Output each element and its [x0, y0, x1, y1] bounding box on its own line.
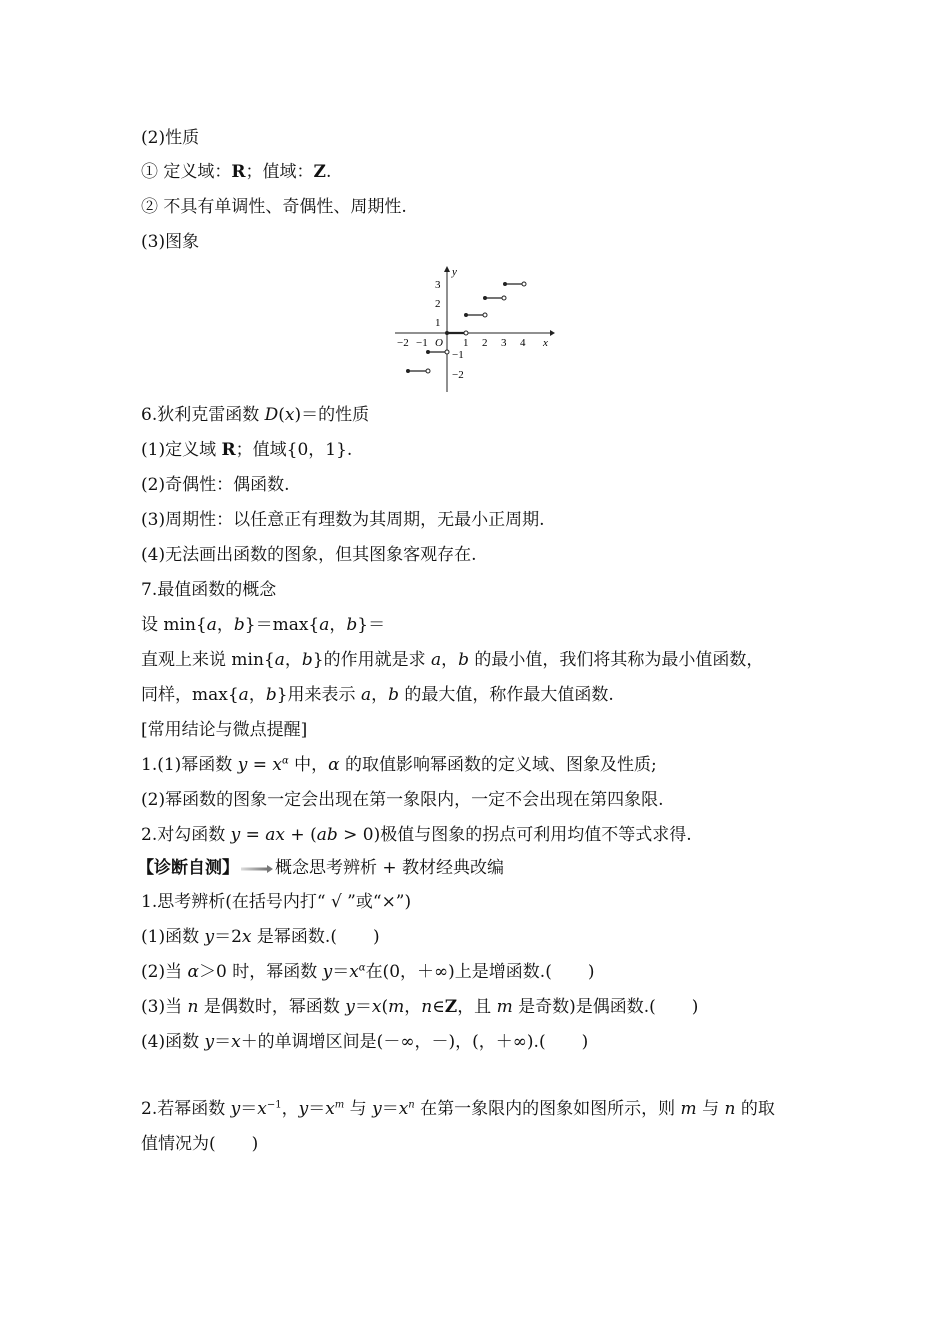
closed-dot	[483, 296, 487, 300]
text: )	[581, 1032, 589, 1052]
text: (3)周期性：以任意正有理数为其周期，无最小正周期.	[141, 510, 545, 530]
question-2	[141, 1098, 775, 1120]
var: x	[241, 927, 252, 947]
closed-dot	[445, 331, 449, 335]
text: )	[587, 962, 595, 982]
open-dot	[464, 331, 468, 335]
x-axis-arrow	[550, 330, 555, 336]
text: 在第一象限内的图象如图所示，则	[414, 1099, 681, 1119]
text: ；值域：	[245, 162, 314, 182]
text: 的取	[735, 1099, 775, 1119]
text: ＝	[308, 1099, 326, 1119]
text: 的最小值，我们将其称为最小值函数，	[469, 650, 764, 670]
text: ＝	[332, 962, 350, 982]
y-axis-arrow	[444, 266, 450, 272]
var: y	[230, 1099, 241, 1119]
text: 6.狄利克雷函数	[141, 405, 265, 425]
var: y	[204, 1032, 215, 1052]
tip-power-function	[141, 754, 657, 776]
dirichlet-domain	[141, 439, 352, 461]
text: ，	[216, 615, 234, 635]
x-tick-label: −1	[416, 337, 428, 349]
closed-dot	[406, 369, 410, 373]
text: 的取值影响幂函数的定义域、图象及性质;	[339, 755, 657, 775]
text: 是幂函数.(	[251, 927, 337, 947]
var: x	[398, 1099, 409, 1119]
dirichlet-period	[141, 509, 544, 531]
question-2-continued	[141, 1133, 258, 1155]
open-dot	[483, 313, 487, 317]
y-tick-label: −2	[452, 369, 464, 381]
text: .	[325, 162, 332, 182]
closed-dot	[464, 313, 468, 317]
text: (2)幂函数的图象一定会出现在第一象限内，一定不会出现在第四象限.	[141, 790, 664, 810]
text: (1)定义域	[141, 440, 222, 460]
text: 2.对勾函数	[141, 825, 231, 845]
section-7-title	[141, 579, 276, 601]
text: (2)性质	[141, 128, 200, 148]
text: ，且	[457, 997, 497, 1017]
set-Z: Z	[444, 997, 458, 1017]
var: x	[272, 755, 282, 775]
text: 1.思考辨析(在括号内打“ √ ”或“×”)	[141, 892, 412, 912]
text: (3)图象	[141, 232, 200, 252]
text: )	[251, 1134, 259, 1154]
var: b	[388, 685, 399, 705]
text: 同样，max{	[141, 685, 239, 705]
var: a	[360, 685, 372, 705]
var: b	[458, 650, 470, 670]
text: ＝	[354, 997, 372, 1017]
text: ，	[404, 997, 422, 1017]
dirichlet-graph-note	[141, 544, 476, 566]
y-tick-label: 1	[435, 317, 441, 329]
var: x	[231, 1032, 241, 1052]
text: )＝的性质	[294, 405, 370, 425]
text: 与	[696, 1099, 725, 1119]
properties-heading	[141, 127, 199, 149]
var: x	[325, 1099, 335, 1119]
question-1-4	[141, 1031, 588, 1053]
question-1-2	[141, 961, 594, 983]
x-axis-label: x	[543, 337, 548, 349]
var: a	[206, 615, 217, 635]
text: }＝	[357, 615, 386, 635]
section-6-title	[141, 404, 369, 426]
text: (2)奇偶性：偶函数.	[141, 475, 290, 495]
y-axis-label: y	[452, 266, 457, 278]
min-function-explanation	[141, 649, 763, 671]
var: α	[328, 755, 340, 775]
diagnosis-banner	[137, 857, 504, 879]
question-1-1	[141, 926, 380, 948]
var: x	[257, 1099, 267, 1119]
var: m	[496, 997, 513, 1017]
question-1-3	[141, 996, 698, 1018]
var: b	[265, 685, 277, 705]
text: 2.若幂函数	[141, 1099, 231, 1119]
text: 7.最值函数的概念	[141, 580, 277, 600]
min-max-definition	[141, 614, 385, 636]
var: D	[264, 405, 279, 425]
text: ＞0 时，幂函数	[198, 962, 323, 982]
var: y	[298, 1099, 309, 1119]
closed-dot	[503, 282, 507, 286]
open-dot	[426, 369, 430, 373]
closed-dot	[426, 350, 430, 354]
text: }＝max{	[244, 615, 320, 635]
var: a	[431, 650, 442, 670]
set-R: R	[231, 162, 246, 182]
question-1-title	[141, 891, 411, 913]
text: 直观上来说 min{	[141, 650, 275, 670]
text: (1)函数	[141, 927, 205, 947]
var: b	[301, 650, 313, 670]
banner-subtitle: 概念思考辨析 + 教材经典改编	[275, 858, 505, 878]
floor-function-graph	[395, 264, 555, 394]
var: n	[187, 997, 199, 1017]
open-dot	[502, 296, 506, 300]
x-tick-label: 4	[520, 337, 526, 349]
y-tick-label: 2	[435, 298, 441, 310]
var: y	[372, 1099, 382, 1119]
set-R: R	[221, 440, 236, 460]
tips-heading	[141, 719, 307, 741]
x-tick-label: −2	[397, 337, 409, 349]
var: α	[187, 962, 199, 982]
text: )	[372, 927, 380, 947]
exponent: m	[334, 1099, 345, 1111]
arrow-icon	[241, 865, 273, 873]
var: b	[233, 615, 245, 635]
text: ① 定义域：	[141, 162, 232, 182]
var: m	[680, 1099, 697, 1119]
text: (	[278, 405, 285, 425]
var: y	[230, 825, 241, 845]
x-tick-label: 3	[501, 337, 507, 349]
var: x	[284, 405, 295, 425]
var: ab	[316, 825, 338, 845]
text: ＋的单调增区间是(－∞，－)，(，＋∞).(	[240, 1032, 546, 1052]
text: 是奇数)是偶函数.(	[512, 997, 656, 1017]
open-dot	[445, 350, 449, 354]
banner-label: 【诊断自测】	[137, 858, 239, 878]
var: n	[421, 997, 433, 1017]
exponent: α	[358, 962, 366, 974]
var: ax	[265, 825, 286, 845]
var: a	[238, 685, 249, 705]
text: ，	[284, 650, 302, 670]
text: ；值域{0，1}.	[235, 440, 353, 460]
text: }用来表示	[276, 685, 361, 705]
text: ＝	[381, 1099, 399, 1119]
max-function-explanation	[141, 684, 614, 706]
origin-label: O	[435, 337, 443, 349]
dirichlet-parity	[141, 474, 289, 496]
text: ∈	[432, 997, 445, 1017]
var: a	[319, 615, 330, 635]
x-tick-label: 2	[482, 337, 488, 349]
graph-heading	[141, 231, 199, 253]
text: (	[381, 997, 389, 1017]
var: y	[237, 755, 248, 775]
text: )	[691, 997, 699, 1017]
text: 是偶数时，幂函数	[198, 997, 346, 1017]
text: ，	[371, 685, 389, 705]
var: y	[345, 997, 355, 1017]
text: 的最大值，称作最大值函数.	[398, 685, 614, 705]
exponent: n	[408, 1099, 415, 1111]
text: ② 不具有单调性、奇偶性、周期性.	[141, 197, 407, 217]
x-tick-label: 1	[463, 337, 469, 349]
y-tick-label: −1	[452, 349, 464, 361]
text: }的作用就是求	[312, 650, 431, 670]
text: ＝2	[214, 927, 242, 947]
var: b	[346, 615, 358, 635]
exponent: α	[281, 755, 289, 767]
text: ＝	[214, 1032, 232, 1052]
text: [常用结论与微点提醒]	[141, 720, 308, 740]
var: y	[322, 962, 333, 982]
var: n	[724, 1099, 736, 1119]
text: 在(0，＋∞)上是增函数.(	[365, 962, 552, 982]
tip-hook-function	[141, 824, 692, 846]
y-tick-label: 3	[435, 279, 441, 291]
var: x	[349, 962, 359, 982]
text: ＝	[240, 1099, 258, 1119]
property-no-monotonicity	[141, 196, 407, 218]
property-domain-range	[141, 161, 331, 183]
set-Z: Z	[313, 162, 326, 182]
open-dot	[522, 282, 526, 286]
exponent: −1	[266, 1099, 282, 1111]
text: (4)无法画出函数的图象，但其图象客观存在.	[141, 545, 477, 565]
text: + (	[285, 825, 317, 845]
text: > 0)极值与图象的拐点可利用均值不等式求得.	[337, 825, 692, 845]
text: 与	[344, 1099, 373, 1119]
text: 值情况为(	[141, 1134, 216, 1154]
text: 设 min{	[141, 615, 207, 635]
text: ，	[281, 1099, 299, 1119]
text: 中，	[288, 755, 329, 775]
text: 1.(1)幂函数	[141, 755, 238, 775]
text: (3)当	[141, 997, 188, 1017]
text: (2)当	[141, 962, 188, 982]
text: =	[240, 825, 266, 845]
var: a	[274, 650, 285, 670]
text: ，	[248, 685, 266, 705]
var: y	[204, 927, 215, 947]
var: m	[388, 997, 405, 1017]
text: =	[247, 755, 273, 775]
text: (4)函数	[141, 1032, 205, 1052]
text: ，	[329, 615, 347, 635]
var: x	[371, 997, 382, 1017]
text: ，	[441, 650, 459, 670]
tip-first-quadrant	[141, 789, 663, 811]
